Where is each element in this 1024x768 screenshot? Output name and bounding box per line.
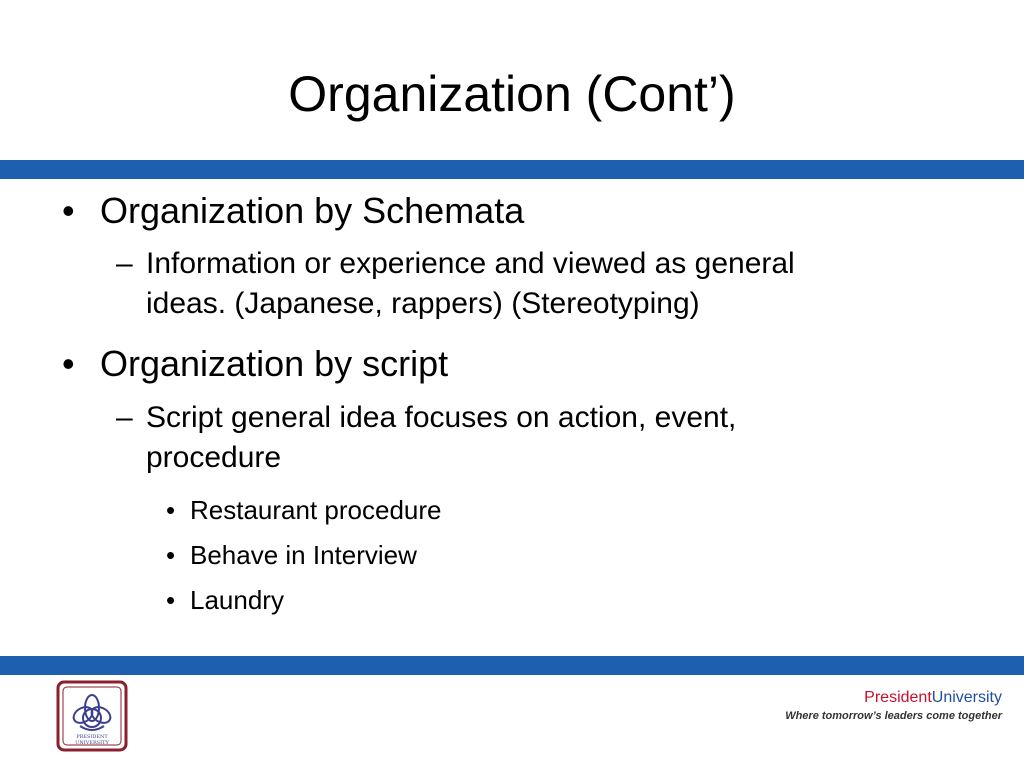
sub-bullet-line: Information or experience and viewed as general [146, 247, 795, 280]
university-seal-icon [56, 680, 128, 752]
brand-name [785, 688, 1002, 708]
brand-tagline: Where tomorrow’s leaders come together [785, 710, 1002, 722]
bullet-icon: • [166, 540, 176, 570]
sub-sub-bullet-text: Laundry [190, 585, 284, 615]
sub-bullet-text [146, 244, 946, 324]
sub-bullet-line: procedure [146, 441, 282, 474]
top-accent-band [0, 160, 1024, 179]
slide-title: Organization (Cont’) [288, 66, 736, 122]
sub-bullet-line: ideas. (Japanese, rappers) (Stereotyping) [146, 287, 700, 320]
bullet-icon: • [62, 190, 75, 231]
dash-icon: – [116, 401, 133, 434]
bottom-accent-band [0, 656, 1024, 675]
bullet-icon: • [166, 585, 176, 615]
bullet-text: Organization by Schemata [100, 190, 525, 231]
sub-sub-bullet-text: Restaurant procedure [190, 495, 442, 525]
brand-name-part2: University [931, 689, 1002, 706]
university-seal-logo [56, 680, 128, 752]
svg-text:UNIVERSITY: UNIVERSITY [75, 740, 109, 746]
bullet-text: Organization by script [100, 343, 449, 384]
dash-icon: – [116, 247, 133, 280]
bullet-icon: • [166, 495, 176, 525]
brand-block [785, 688, 1002, 724]
sub-bullet-text [146, 398, 946, 478]
sub-bullet-line: Script general idea focuses on action, event, [146, 401, 737, 434]
sub-sub-bullet-text: Behave in Interview [190, 540, 417, 570]
svg-text:PRESIDENT: PRESIDENT [76, 734, 108, 740]
brand-name-part1: President [864, 689, 932, 706]
bullet-icon: • [62, 343, 75, 384]
